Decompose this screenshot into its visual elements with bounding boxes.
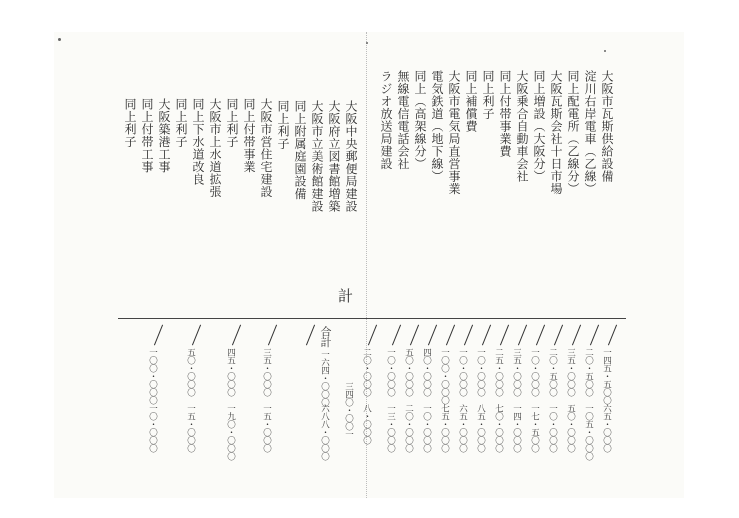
row-label: 三五・〇〇〇	[261, 348, 272, 396]
row-value: 一七・五〇〇	[529, 404, 540, 452]
entry: 大阪中央郵便局建設	[344, 100, 358, 213]
row-value: 六五・〇〇〇	[457, 404, 468, 452]
row-label: 二〇・〇〇〇	[361, 348, 372, 396]
row-label: 二〇・五〇〇	[583, 348, 594, 396]
row-value: 一五・〇〇〇	[261, 404, 272, 452]
entry: 同上配電所（乙線分）	[566, 70, 580, 195]
row-value: 一〇・〇〇〇	[421, 404, 432, 452]
entry: 淀川右岸電車（乙線）	[583, 70, 597, 195]
row-label: 一〇〇・〇〇〇	[147, 348, 158, 404]
total-value: 六八八・〇〇〇	[319, 404, 330, 460]
row-label: 一〇・〇〇〇	[385, 348, 396, 396]
total-heading: 計	[338, 287, 354, 305]
row-label: 一〇・〇〇〇	[475, 348, 486, 396]
divider-line	[118, 318, 626, 319]
entry: 大阪市営住宅建設	[259, 98, 273, 198]
row-label: 三五・〇〇〇	[565, 348, 576, 396]
row-value: 八・〇〇〇	[361, 404, 372, 444]
row-label: 一〇・〇〇〇	[529, 348, 540, 396]
entry: 同上下水道改良	[191, 98, 205, 186]
row-value: 一〇・〇〇〇	[547, 404, 558, 452]
ink-speck	[604, 50, 606, 52]
entry: 同上補償費	[464, 70, 478, 133]
row-label: 四〇・〇〇〇	[421, 348, 432, 396]
row-value: 一五・〇〇〇	[185, 404, 196, 452]
row-label: 三五・〇〇〇	[511, 348, 522, 396]
row-value: 八五・〇〇〇	[475, 404, 486, 452]
entry: 同上利子	[481, 70, 495, 120]
row-label: 一〇・〇〇〇	[457, 348, 468, 396]
row-value: 七〇・〇〇〇	[493, 404, 504, 452]
entry: 同上利子	[225, 98, 239, 148]
row-value: 一〇・〇〇〇	[147, 404, 158, 452]
entry: 同上付帯事業費	[498, 70, 512, 158]
entry: 大阪市瓦斯供給設備	[600, 70, 614, 183]
total-label: 合計	[319, 326, 332, 347]
bottom-right-figure: 三四〇・〇〇一	[343, 382, 354, 438]
total-value: 一六四・〇〇〇	[319, 350, 330, 406]
row-label: 二〇・五〇〇	[547, 348, 558, 396]
entry: 同上附属庭園設備	[293, 100, 307, 200]
entry: 同上増設（大阪分）	[532, 70, 546, 183]
row-value: 一四・〇〇〇	[511, 404, 522, 452]
entry: ラジオ放送局建設	[379, 70, 393, 170]
row-label: 五〇・〇〇〇	[185, 348, 196, 396]
row-value: 一〇五・〇〇〇	[583, 404, 594, 460]
entry: 同上付帯工事	[140, 98, 154, 173]
entry: 同上利子	[174, 98, 188, 148]
row-label: 一〇〇・〇〇〇	[439, 348, 450, 404]
row-value: 一三・〇〇〇	[385, 404, 396, 452]
ink-speck	[58, 38, 61, 41]
entry: 無線電信電話会社	[396, 70, 410, 170]
row-value: 一九〇・〇〇〇	[225, 404, 236, 460]
entry: 大阪府立図書館増築	[327, 100, 341, 213]
entry: 同上利子	[276, 100, 290, 150]
entry: 電気鉄道（地下線）	[430, 70, 444, 183]
entry: 大阪市上水道拡張	[208, 98, 222, 198]
row-label: 四五・〇〇〇	[225, 348, 236, 396]
entry: 大阪市電気局直営事業	[447, 70, 461, 195]
entry: 大阪乗合自動車会社	[515, 70, 529, 183]
row-value: 二〇・〇〇〇	[403, 404, 414, 452]
entry: 大阪市立美術館建設	[310, 100, 324, 213]
entry: 大阪瓦斯会社十日市場	[549, 70, 563, 195]
entry: 同上付帯事業	[242, 98, 256, 173]
row-value: 七五・〇〇〇	[439, 404, 450, 452]
row-label: 五〇・〇〇〇	[403, 348, 414, 396]
entry: 大阪築港工事	[157, 98, 171, 173]
row-label: 一四五・五〇〇	[601, 348, 612, 404]
row-label: 二五・〇〇〇	[493, 348, 504, 396]
entry: 同上（高架線分）	[413, 70, 427, 170]
row-value: 五〇・〇〇〇	[565, 404, 576, 452]
entry: 同上利子	[123, 98, 137, 148]
ink-speck	[366, 42, 368, 44]
row-value: 六五・〇〇〇	[601, 404, 612, 452]
